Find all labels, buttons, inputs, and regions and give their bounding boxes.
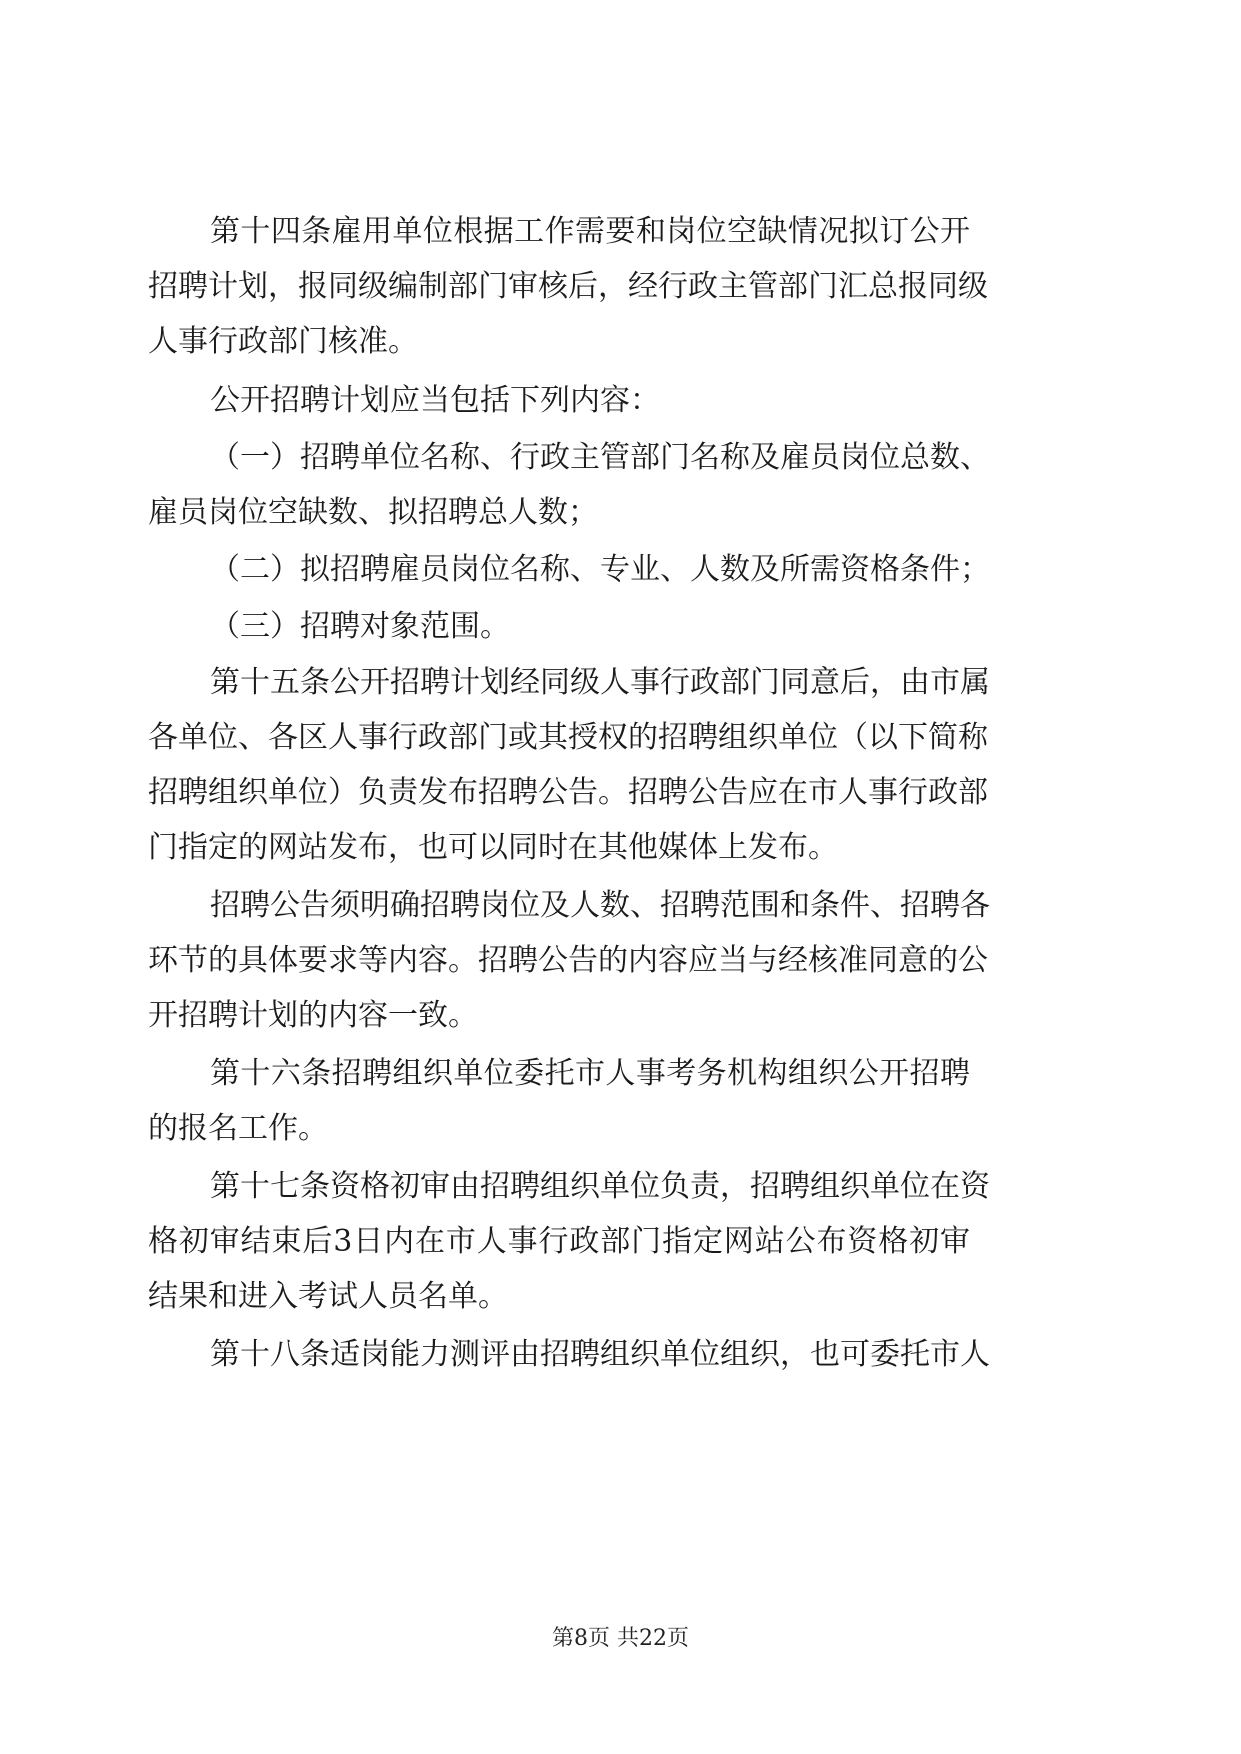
- page-footer: 第8页 共22页: [552, 1626, 689, 1651]
- paragraph-line: 门指定的网站发布，也可以同时在其他媒体上发布。: [148, 830, 838, 865]
- paragraph-line: 第十四条雇用单位根据工作需要和岗位空缺情况拟订公开: [210, 214, 970, 249]
- paragraph-line: 第十七条资格初审由招聘组织单位负责，招聘组织单位在资: [210, 1169, 990, 1204]
- paragraph-line: 招聘组织单位）负责发布招聘公告。招聘公告应在市人事行政部: [148, 775, 988, 810]
- paragraph-line: 的报名工作。: [148, 1111, 328, 1146]
- paragraph-line: （三）招聘对象范围。: [210, 609, 510, 644]
- paragraph-line: （一）招聘单位名称、行政主管部门名称及雇员岗位总数、: [210, 440, 990, 475]
- paragraph-line: 招聘计划，报同级编制部门审核后，经行政主管部门汇总报同级: [148, 269, 988, 304]
- paragraph-line: 公开招聘计划应当包括下列内容：: [210, 383, 660, 418]
- paragraph-line: 第十八条适岗能力测评由招聘组织单位组织，也可委托市人: [210, 1337, 990, 1372]
- paragraph-line: 招聘公告须明确招聘岗位及人数、招聘范围和条件、招聘各: [210, 888, 990, 923]
- paragraph-line: 第十六条招聘组织单位委托市人事考务机构组织公开招聘: [210, 1056, 970, 1091]
- paragraph-line: 开招聘计划的内容一致。: [148, 998, 478, 1033]
- paragraph-line: 各单位、各区人事行政部门或其授权的招聘组织单位（以下简称: [148, 720, 988, 755]
- paragraph-line: 结果和进入考试人员名单。: [148, 1279, 508, 1314]
- paragraph-line: 人事行政部门核准。: [148, 324, 418, 359]
- paragraph-line: 雇员岗位空缺数、拟招聘总人数；: [148, 495, 598, 530]
- paragraph-line: （二）拟招聘雇员岗位名称、专业、人数及所需资格条件；: [210, 552, 990, 587]
- paragraph-line: 环节的具体要求等内容。招聘公告的内容应当与经核准同意的公: [148, 943, 988, 978]
- paragraph-line: 第十五条公开招聘计划经同级人事行政部门同意后，由市属: [210, 665, 990, 700]
- paragraph-line: 格初审结束后3日内在市人事行政部门指定网站公布资格初审: [148, 1224, 970, 1259]
